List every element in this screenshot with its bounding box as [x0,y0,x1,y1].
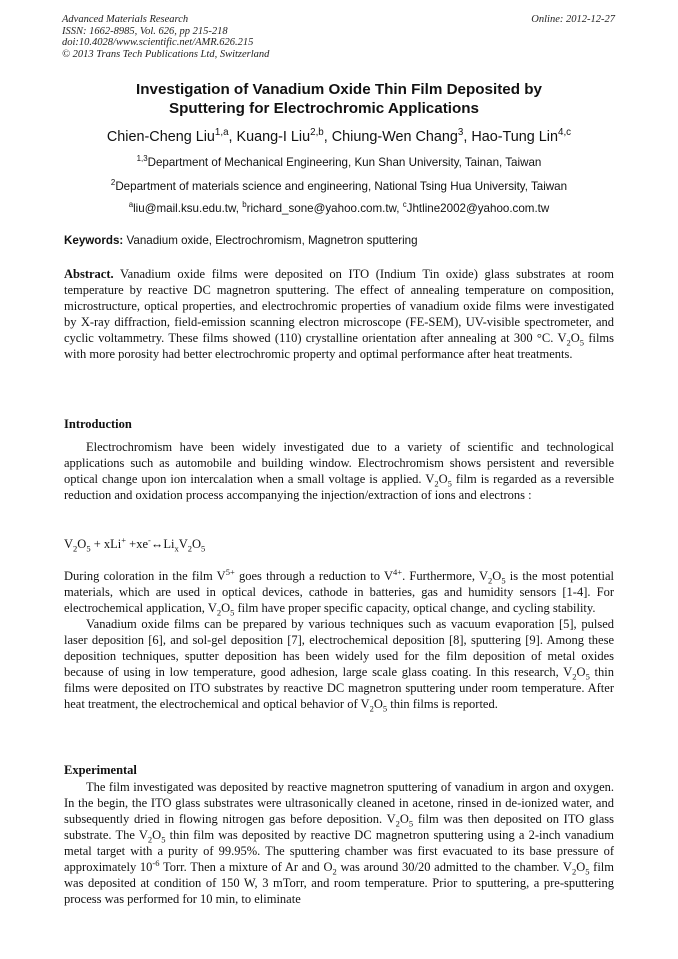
email-superscript: c [402,200,407,210]
experimental-paragraph-1: The film investigated was deposited by reactive magnetron sputtering of vanadium in argon and oxygen. In the begin, the ITO glass substrates were ultrasonically cleaned in acetone, rinsed in de-ionized water, and subsequently dried in flowing nitrogen gas before deposition. $V_2O_5$ film was then deposited on ITO glass substrate. The $V_2O_5$ thin film was deposited by reactive DC magnetron sputtering using a 2-inch vanadium metal target with a purity of 99.95%. The sputtering chamber was first evacuated to its base pressure of approximately $10^{-6}$ Torr. Then a mixture of Ar and $O_2$ was around 30/20 admitted to the chamber. $V_2O_5$ film was deposited at condition of 150 W, 3 mTorr, and room temperature. Prior to sputtering, a pre-sputtering process was performed for 10 min, to eliminate [64,780,615,906]
introduction-paragraph-1: Electrochromism have been widely investigated due to a variety of scientific and technological applications such as automobile and building window. Electrochromism shows persistent and reversible optical change upon ion intercalation when a small voltage is applied. $V_2O_5$ film is regarded as a reversible reduction and oxidation process accompanying the injection/extraction of ions and electrons : [64,440,615,502]
chem-formula: $V_2O_5$ [360,697,388,714]
abstract-text: films with more porosity had better electrochromic property and optimal performance after heat treatments. [64,331,615,361]
keywords-text: Vanadium oxide, Electrochromism, Magnetron sputtering [126,234,418,247]
introduction-paragraph-2: During coloration in the film $V^{5+}$ goes through a reduction to $V^{4+}$. Furthermore, $V_2O_5$ is the most potential materials, which are used in optical devices, cathode in batteries, gas and humidity sensors [1-4]. For electrochemical application, $V_2O_5$ film have proper specific capacity, optical change, and cycling stability. Vanadium oxide films can be prepared by various techniques such as vacuum evaporation [5], pulsed laser deposition [6], and sol-gel deposition [7], electrochemical deposition [8], sputtering [9]. Among these deposition techniques, sputter deposition has been widely used for the film deposition of metal oxides because of using in low temperature, good adhesion, large scale glass coating. In this research, $V_2O_5$ thin films were deposited on ITO substrates by reactive DC magnetron sputtering under room temperature. After heat treatment, the electrochemical and optical behavior of $V_2O_5$ thin films is reported. [64,566,615,714]
keywords-label: Keywords: [64,234,124,247]
online-date: Online: 2012-12-27 [531,14,615,25]
affiliation-text: Department of materials science and engineering, National Tsing Hua University, Taiwan [115,180,568,193]
email-link[interactable]: richard_sone@yahoo.com.tw [246,202,397,215]
keywords [64,234,418,247]
author-name: Chien-Cheng Liu [106,129,215,145]
title-line-2: Sputtering for Electrochromic Applications [169,100,479,117]
abstract-label: Abstract. [64,267,114,281]
chem-formula: $V_2O_5$ [479,569,506,586]
chem-formula: $V_2O_5$ [207,601,235,618]
author-emails: $^a$liu@mail.ksu.edu.tw, $^b$richard_sone@yahoo.com.tw, $^c$Jhtline2002@yahoo.com.tw [128,200,550,215]
email-superscript: b [242,200,247,210]
affiliation-2 [30,180,648,193]
chem-formula: $V_2O_5$ [386,812,414,829]
title-line-1: Investigation of Vanadium Oxide Thin Film Deposited by [136,81,542,98]
chem-formula: $V_2O_5$ [557,331,585,348]
chem-formula: $V_2O_5$ [425,472,452,489]
journal-doi: doi:10.4028/www.scientific.net/AMR.626.215 [62,37,254,49]
affiliation-text: Department of Mechanical Engineering, Kun Shan University, Tainan, Taiwan [147,156,542,169]
paper-title [40,80,638,118]
journal-issn: ISSN: 1662-8985, Vol. 626, pp 215-218 [62,25,228,37]
experimental-heading: Experimental [64,763,137,777]
affiliation-1 [30,156,648,169]
author-name: Kuang-I Liu [236,129,311,145]
author-superscript: 2,b [310,127,324,139]
author-name: Chiung-Wen Chang [331,129,458,145]
author-superscript: 3 [457,127,464,139]
email-link[interactable]: Jhtline2002@yahoo.com.tw [406,202,550,215]
introduction-heading: Introduction [64,417,132,431]
reaction-equation: $V_2O_5 + xLi^+$ $+xe^-\leftrightarrow Li_xV_2O_5$ [64,534,206,554]
author-superscript: 4,c [558,127,572,139]
journal-copyright: © 2013 Trans Tech Publications Ltd, Switzerland [62,48,270,60]
email-superscript: a [128,200,134,210]
affiliation-superscript: 2 [110,178,116,188]
chem-formula: $V_2O_5$ [562,860,590,877]
journal-name: Advanced Materials Research [62,14,189,25]
abstract [64,266,614,362]
chem-formula: $V_2O_5$ [138,828,166,845]
affiliation-superscript: 1,3 [136,154,148,164]
email-link[interactable]: liu@mail.ksu.edu.tw [133,202,236,215]
author-superscript: 1,a [214,127,229,139]
author-list: Chien-Cheng Liu$^{1,a}$, Kuang-I Liu$^{2,b}$, Chiung-Wen Chang$^3$, Hao-Tung Lin$^{4,c}$ [106,127,572,145]
abstract-text: Vanadium oxide films were deposited on ITO (Indium Tin oxide) glass substrates at room temperature by reactive DC magnetron sputtering. The effect of annealing temperature on composition, microstructure, optical properties, and electrochromic properties of vanadium oxide films were investigated by X-ray diffraction, field-emission scanning electron microscope (FE-SEM), UV-visible spectrometer, and cyclic voltammetry. These films showed (110) crystalline orientation after annealing at 300 °C. [64,267,614,345]
chem-formula: $V_2O_5$ [563,665,590,682]
journal-header [62,14,269,60]
author-name: Hao-Tung Lin [471,129,559,145]
